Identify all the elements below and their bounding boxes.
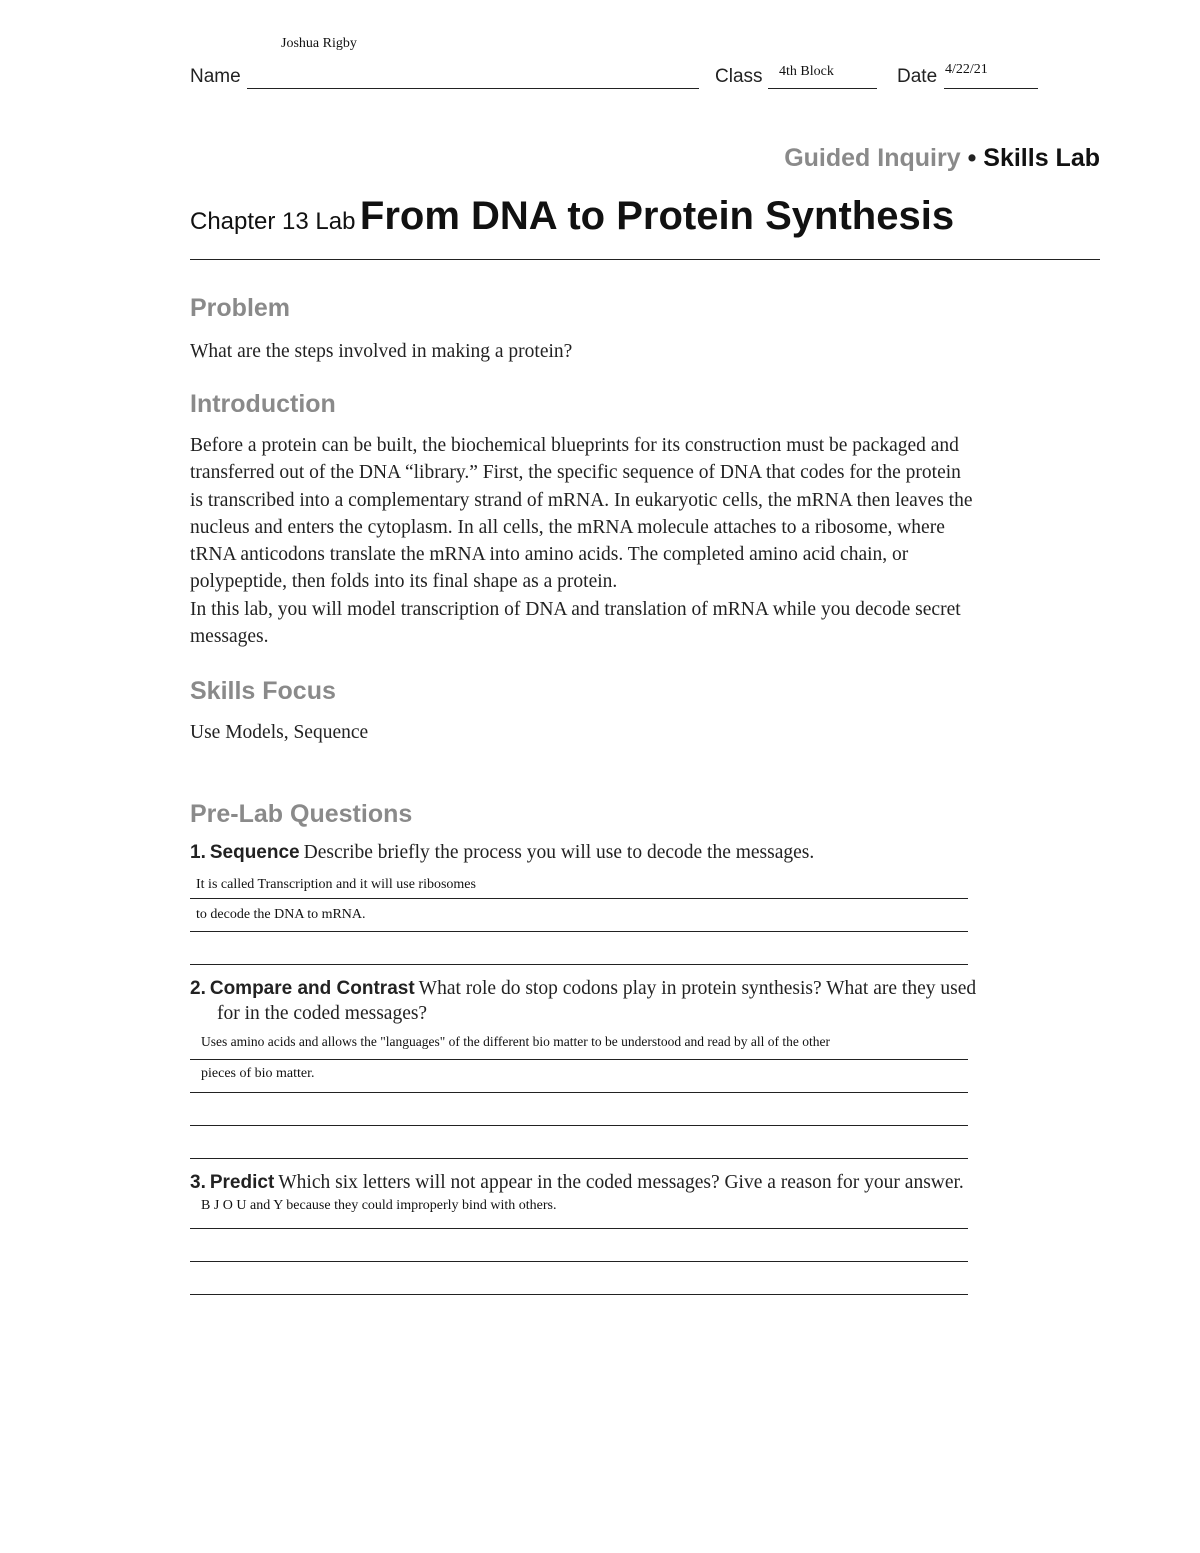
banner-bullet: • xyxy=(967,144,977,172)
answer-1-line-1: It is called Transcription and it will use ribosomes xyxy=(196,877,476,892)
intro-line: In this lab, you will model transcription of DNA and translation of mRNA while you decode secret xyxy=(190,598,961,620)
question-2 xyxy=(190,978,976,1000)
date-value: 4/22/21 xyxy=(945,62,988,77)
skills-focus-text: Use Models, Sequence xyxy=(190,722,369,743)
question-text: What role do stop codons play in protein synthesis? What are they used xyxy=(418,978,977,999)
answer-2-line-2: pieces of bio matter. xyxy=(201,1066,315,1081)
chapter-label: Chapter 13 Lab xyxy=(190,208,356,235)
question-skill: Predict xyxy=(209,1172,275,1193)
introduction-heading: Introduction xyxy=(190,390,336,418)
intro-line: tRNA anticodons translate the mRNA into amino acids. The completed amino acid chain, or xyxy=(190,544,909,566)
answer-line[interactable] xyxy=(190,1228,968,1229)
question-skill: Compare and Contrast xyxy=(209,978,415,999)
class-field-line xyxy=(768,88,877,89)
intro-line: is transcribed into a complementary strand of mRNA. In eukaryotic cells, the mRNA then leaves the xyxy=(190,489,973,511)
answer-line[interactable] xyxy=(190,1059,968,1060)
intro-line: nucleus and enters the cytoplasm. In all cells, the mRNA molecule attaches to a ribosome, where xyxy=(190,516,945,538)
skills-lab-label: Skills Lab xyxy=(983,144,1100,172)
question-1 xyxy=(190,842,814,864)
question-2-continued: for in the coded messages? xyxy=(217,1003,428,1024)
introduction-body xyxy=(190,432,1110,650)
date-field-line xyxy=(944,88,1038,89)
answer-line[interactable] xyxy=(190,931,968,932)
problem-text: What are the steps involved in making a protein? xyxy=(190,341,573,362)
answer-line[interactable] xyxy=(190,1158,968,1159)
answer-line[interactable] xyxy=(190,1294,968,1295)
answer-1-line-2: to decode the DNA to mRNA. xyxy=(196,907,366,922)
question-text: Which six letters will not appear in the coded messages? Give a reason for your answer. xyxy=(278,1172,964,1193)
intro-line: Before a protein can be built, the biochemical blueprints for its construction must be packaged and xyxy=(190,435,959,456)
question-skill: Sequence xyxy=(209,842,300,863)
question-text: Describe briefly the process you will use to decode the messages. xyxy=(303,842,815,863)
answer-line[interactable] xyxy=(190,1092,968,1093)
guided-inquiry-label: Guided Inquiry xyxy=(784,144,961,172)
intro-line: polypeptide, then folds into its final shape as a protein. xyxy=(190,571,618,593)
name-field-line xyxy=(247,88,699,89)
question-3 xyxy=(190,1172,964,1194)
lab-type-banner xyxy=(784,144,1100,173)
intro-line: transferred out of the DNA “library.” First, the specific sequence of DNA that codes for the protein xyxy=(190,462,961,484)
name-label: Name xyxy=(190,66,241,87)
question-number: 2. xyxy=(190,978,206,999)
answer-2-line-1: Uses amino acids and allows the "languages" of the different bio matter to be understood and read by all of the other xyxy=(201,1034,830,1049)
question-number: 3. xyxy=(190,1172,206,1193)
answer-line[interactable] xyxy=(190,964,968,965)
class-label: Class xyxy=(715,66,763,87)
skills-focus-heading: Skills Focus xyxy=(190,677,336,705)
answer-3-line-1: B J O U and Y because they could improperly bind with others. xyxy=(201,1198,557,1213)
title-rule xyxy=(190,259,1100,260)
answer-line[interactable] xyxy=(190,1125,968,1126)
question-number: 1. xyxy=(190,842,206,863)
page-title xyxy=(190,194,954,239)
date-label: Date xyxy=(897,66,938,87)
name-value: Joshua Rigby xyxy=(281,36,357,51)
answer-line[interactable] xyxy=(190,1261,968,1262)
class-value: 4th Block xyxy=(779,64,834,79)
problem-heading: Problem xyxy=(190,294,291,322)
prelab-heading: Pre-Lab Questions xyxy=(190,800,413,828)
lab-title: From DNA to Protein Synthesis xyxy=(359,194,955,238)
intro-line: messages. xyxy=(190,626,269,648)
answer-line[interactable] xyxy=(190,898,968,899)
